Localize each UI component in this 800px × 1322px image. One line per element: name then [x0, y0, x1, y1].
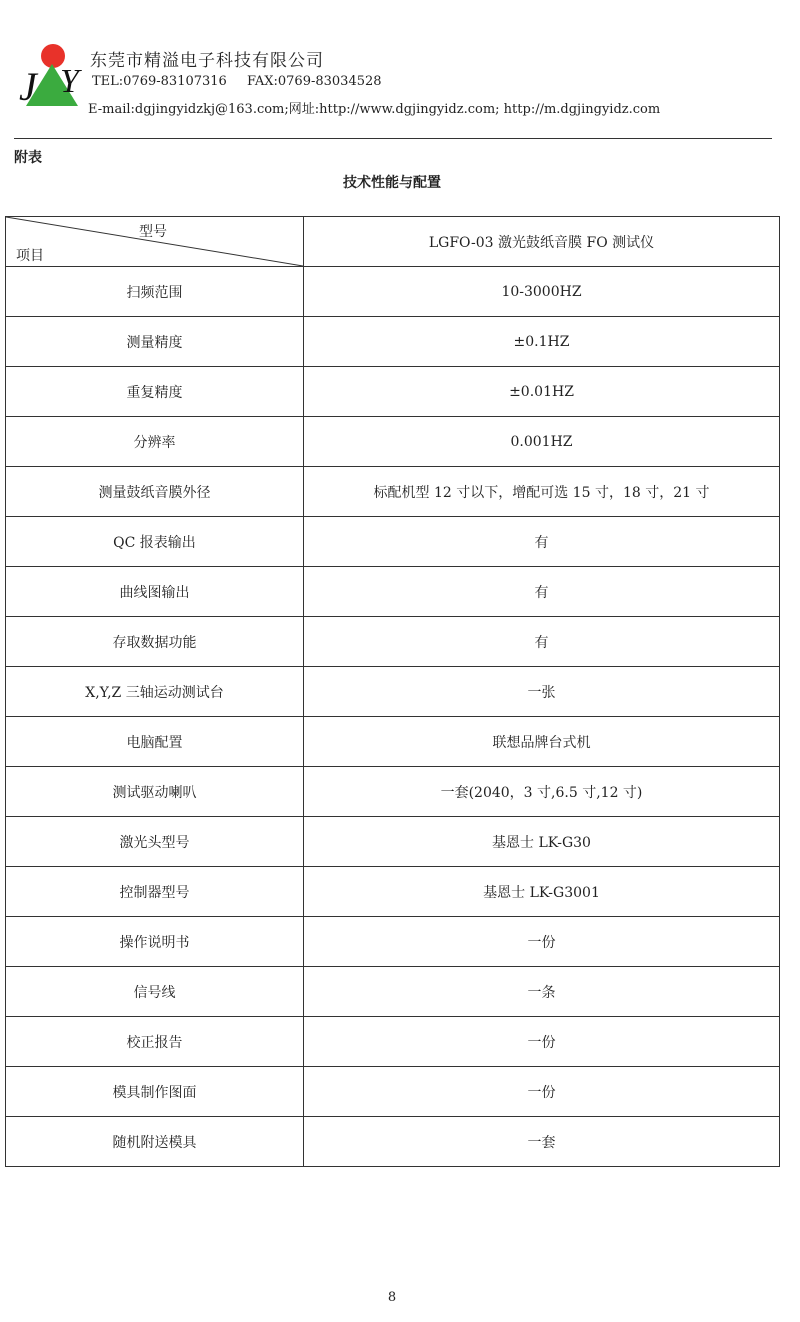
row-item-cell: 电脑配置: [6, 717, 304, 767]
fax-number: FAX:0769-83034528: [246, 74, 382, 89]
table-row: [6, 767, 780, 817]
table-row: [6, 367, 780, 417]
row-item-cell: 操作说明书: [6, 917, 304, 967]
page-number: 8: [387, 1290, 397, 1305]
header-model-label: 型号: [139, 224, 167, 240]
row-item-cell: 随机附送模具: [6, 1117, 304, 1167]
table-row: [6, 317, 780, 367]
row-item-cell: 信号线: [6, 967, 304, 1017]
header-item-label: 项目: [16, 248, 44, 264]
row-value-cell: 基恩士 LK-G3001: [304, 867, 780, 917]
table-row: [6, 267, 780, 317]
row-item-cell: 测量精度: [6, 317, 304, 367]
table-row: [6, 1117, 780, 1167]
table-title: 技术性能与配置: [343, 175, 441, 191]
table-row: [6, 917, 780, 967]
row-value-cell: 一条: [304, 967, 780, 1017]
table-row: [6, 967, 780, 1017]
row-value-cell: 一套(2040，3 寸,6.5 寸,12 寸): [304, 767, 780, 817]
row-item-cell: 曲线图输出: [6, 567, 304, 617]
row-item-cell: 控制器型号: [6, 867, 304, 917]
row-item-cell: 扫频范围: [6, 267, 304, 317]
row-value-cell: 有: [304, 567, 780, 617]
row-value-cell: 0.001HZ: [304, 417, 780, 467]
table-row: [6, 817, 780, 867]
diagonal-header-cell: [6, 217, 304, 267]
row-item-cell: X,Y,Z 三轴运动测试台: [6, 667, 304, 717]
row-value-cell: 一份: [304, 917, 780, 967]
row-value-cell: ±0.1HZ: [304, 317, 780, 367]
row-value-cell: 10-3000HZ: [304, 267, 780, 317]
table-row: [6, 717, 780, 767]
row-value-cell: 有: [304, 617, 780, 667]
row-item-cell: 分辨率: [6, 417, 304, 467]
svg-text:J: J: [19, 64, 37, 109]
row-value-cell: 一套: [304, 1117, 780, 1167]
row-value-cell: ±0.01HZ: [304, 367, 780, 417]
row-item-cell: QC 报表输出: [6, 517, 304, 567]
jy-logo-icon: [16, 38, 88, 110]
email-website-line: E-mail:dgjingyidzkj@163.com;网址:http://www.dgjingyidz.com; http://m.dgjingyidz.com: [88, 102, 661, 117]
table-row: [6, 467, 780, 517]
row-item-cell: 激光头型号: [6, 817, 304, 867]
row-item-cell: 测量鼓纸音膜外径: [6, 467, 304, 517]
letterhead: [0, 0, 800, 140]
row-value-cell: 有: [304, 517, 780, 567]
row-value-cell: 基恩士 LK-G30: [304, 817, 780, 867]
row-value-cell: 一份: [304, 1067, 780, 1117]
company-name: 东莞市精溢电子科技有限公司: [90, 51, 324, 71]
table-row: [6, 1067, 780, 1117]
row-item-cell: 重复精度: [6, 367, 304, 417]
row-value-cell: 联想品牌台式机: [304, 717, 780, 767]
table-row: [6, 617, 780, 667]
row-item-cell: 存取数据功能: [6, 617, 304, 667]
table-row: [6, 417, 780, 467]
spec-table: [5, 216, 780, 1167]
table-row: [6, 517, 780, 567]
row-item-cell: 测试驱动喇叭: [6, 767, 304, 817]
header-divider: [14, 138, 772, 139]
svg-text:Y: Y: [60, 63, 79, 100]
row-value-cell: 一张: [304, 667, 780, 717]
row-item-cell: 模具制作图面: [6, 1067, 304, 1117]
table-row: [6, 667, 780, 717]
table-row: [6, 1017, 780, 1067]
table-row: [6, 867, 780, 917]
tel-number: TEL:0769-83107316: [92, 74, 227, 89]
row-item-cell: 校正报告: [6, 1017, 304, 1067]
row-value-cell: 标配机型 12 寸以下，增配可选 15 寸，18 寸，21 寸: [304, 467, 780, 517]
row-value-cell: 一份: [304, 1017, 780, 1067]
contact-line: [92, 74, 382, 89]
table-row: [6, 567, 780, 617]
table-header-row: [6, 217, 780, 267]
header-product-cell: LGFO-03 激光鼓纸音膜 FO 测试仪: [304, 217, 780, 267]
appendix-label: 附表: [14, 150, 42, 166]
